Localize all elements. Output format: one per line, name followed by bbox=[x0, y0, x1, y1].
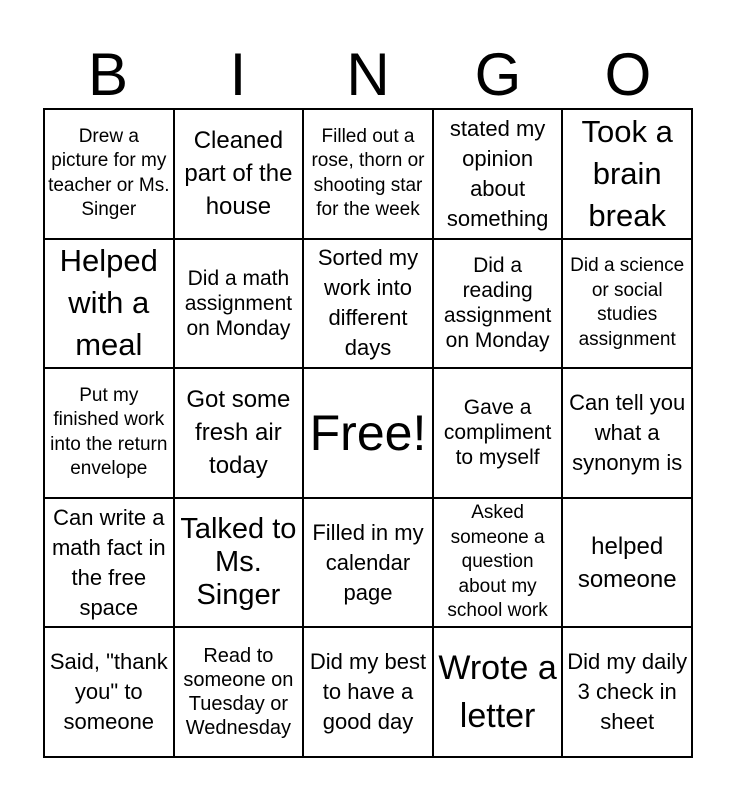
cell-text: Took a brain break bbox=[581, 113, 673, 233]
bingo-cell[interactable] bbox=[174, 368, 304, 498]
bingo-cell[interactable] bbox=[562, 109, 692, 239]
bingo-cell[interactable] bbox=[562, 498, 692, 628]
cell-text: Did a reading assignment on Monday bbox=[443, 254, 552, 353]
bingo-cell[interactable] bbox=[174, 498, 304, 628]
cell-text: helped someone bbox=[577, 532, 677, 593]
header-letter-g: G bbox=[474, 41, 522, 108]
bingo-cell[interactable] bbox=[433, 109, 563, 239]
bingo-header bbox=[43, 40, 693, 108]
cell-text: Talked to Ms. Singer bbox=[180, 513, 297, 612]
cell-text: Did my best to have a good day bbox=[309, 649, 427, 735]
bingo-cell[interactable] bbox=[562, 627, 692, 757]
cell-text: Gave a compliment to myself bbox=[443, 396, 552, 470]
cell-text: Did my daily 3 check in sheet bbox=[567, 649, 688, 735]
bingo-cell[interactable] bbox=[562, 368, 692, 498]
bingo-cell[interactable] bbox=[433, 368, 563, 498]
bingo-cell[interactable] bbox=[433, 239, 563, 369]
bingo-board bbox=[43, 108, 693, 758]
bingo-cell[interactable] bbox=[44, 239, 174, 369]
cell-text: Got some fresh air today bbox=[186, 386, 291, 480]
bingo-cell[interactable] bbox=[303, 109, 433, 239]
bingo-cell[interactable] bbox=[303, 239, 433, 369]
cell-text: Put my finished work into the return envelope bbox=[50, 384, 168, 480]
cell-text: Said, "thank you" to someone bbox=[49, 649, 168, 735]
header-letter-i: I bbox=[229, 41, 247, 108]
cell-text: Cleaned part of the house bbox=[184, 127, 293, 221]
header-letter-o: O bbox=[604, 41, 652, 108]
cell-text: Did a math assignment on Monday bbox=[184, 266, 293, 340]
cell-text: Can tell you what a synonym is bbox=[569, 389, 686, 475]
cell-text: Read to someone on Tuesday or Wednesday bbox=[183, 645, 294, 740]
bingo-cell[interactable] bbox=[174, 627, 304, 757]
free-space-text: Free! bbox=[309, 404, 427, 461]
bingo-cell[interactable] bbox=[433, 498, 563, 628]
bingo-cell[interactable] bbox=[44, 498, 174, 628]
cell-text: Asked someone a question about my school work bbox=[447, 502, 548, 622]
cell-text: Did a science or social studies assignment bbox=[570, 255, 685, 350]
free-space-cell[interactable] bbox=[303, 368, 433, 498]
header-letter-b: B bbox=[87, 41, 129, 108]
bingo-cell[interactable] bbox=[174, 109, 304, 239]
cell-text: Sorted my work into different days bbox=[317, 245, 419, 361]
bingo-cell[interactable] bbox=[433, 627, 563, 757]
header-letter-n: N bbox=[346, 41, 390, 108]
bingo-cell[interactable] bbox=[562, 239, 692, 369]
bingo-cell[interactable] bbox=[44, 109, 174, 239]
bingo-cell[interactable] bbox=[174, 239, 304, 369]
cell-text: Filled out a rose, thorn or shooting star for the week bbox=[311, 125, 425, 221]
bingo-cell[interactable] bbox=[303, 498, 433, 628]
cell-text: Wrote a letter bbox=[438, 649, 557, 736]
cell-text: Drew a picture for my teacher or Ms. Singer bbox=[48, 125, 170, 221]
cell-text: Helped with a meal bbox=[59, 243, 158, 363]
cell-text: Can write a math fact in the free space bbox=[51, 504, 166, 620]
cell-text: stated my opinion about something bbox=[446, 115, 549, 231]
bingo-cell[interactable] bbox=[44, 627, 174, 757]
cell-text: Filled in my calendar page bbox=[312, 519, 424, 605]
bingo-cell[interactable] bbox=[44, 368, 174, 498]
bingo-cell[interactable] bbox=[303, 627, 433, 757]
